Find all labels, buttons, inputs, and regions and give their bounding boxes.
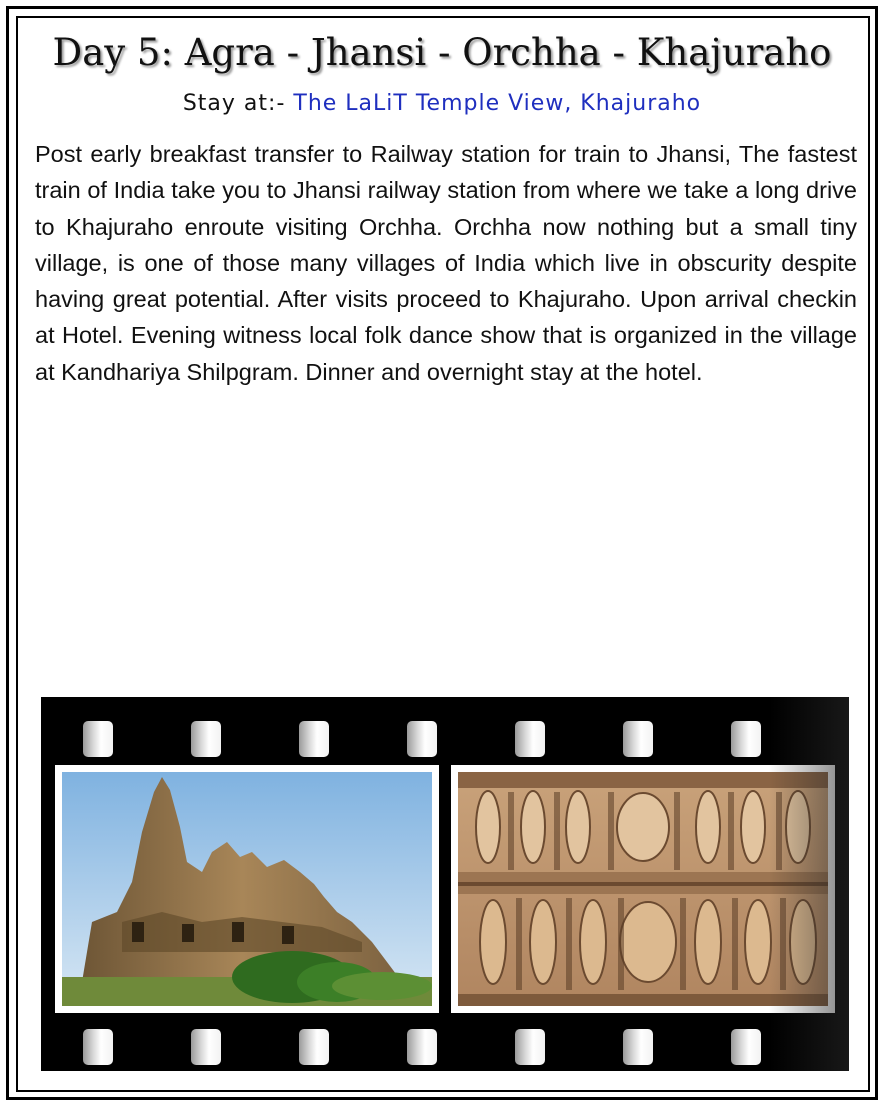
page-border: [6, 6, 878, 1100]
stay-label: Stay at:-: [182, 91, 286, 116]
sprocket-hole: [731, 1029, 761, 1065]
sprocket-hole: [299, 1029, 329, 1065]
sprocket-hole: [731, 721, 761, 757]
sprocket-hole: [407, 721, 437, 757]
filmstrip-fade: [769, 697, 849, 1071]
temple-photo: [55, 765, 439, 1013]
itinerary-description: Post early breakfast transfer to Railway station for train to Jhansi, The fastest train of India take you to Jhansi railway station from where we take a long drive to Khajuraho enroute visiting Orchha. Orchha now nothing but a small tiny village, is one of those many villages of India which live in obscurity despite having great potential. After visits proceed to Khajuraho. Upon arrival checkin at Hotel. Evening witness local folk dance show that is organized in the village at Kandhariya Shilpgram. Dinner and overnight stay at the hotel.: [35, 141, 857, 385]
filmstrip: [41, 697, 849, 1071]
sprocket-hole: [191, 1029, 221, 1065]
sprocket-hole: [515, 721, 545, 757]
sprocket-hole: [623, 721, 653, 757]
sprocket-hole: [83, 1029, 113, 1065]
sprocket-hole: [299, 721, 329, 757]
sprocket-hole: [83, 721, 113, 757]
page-title: Day 5: Agra - Jhansi - Orchha - Khajuraho: [52, 31, 832, 74]
sprocket-hole: [191, 721, 221, 757]
sprocket-hole: [515, 1029, 545, 1065]
stay-line: [9, 91, 875, 116]
sprocket-hole: [623, 1029, 653, 1065]
sprocket-hole: [407, 1029, 437, 1065]
hotel-name: The LaLiT Temple View, Khajuraho: [293, 91, 702, 116]
